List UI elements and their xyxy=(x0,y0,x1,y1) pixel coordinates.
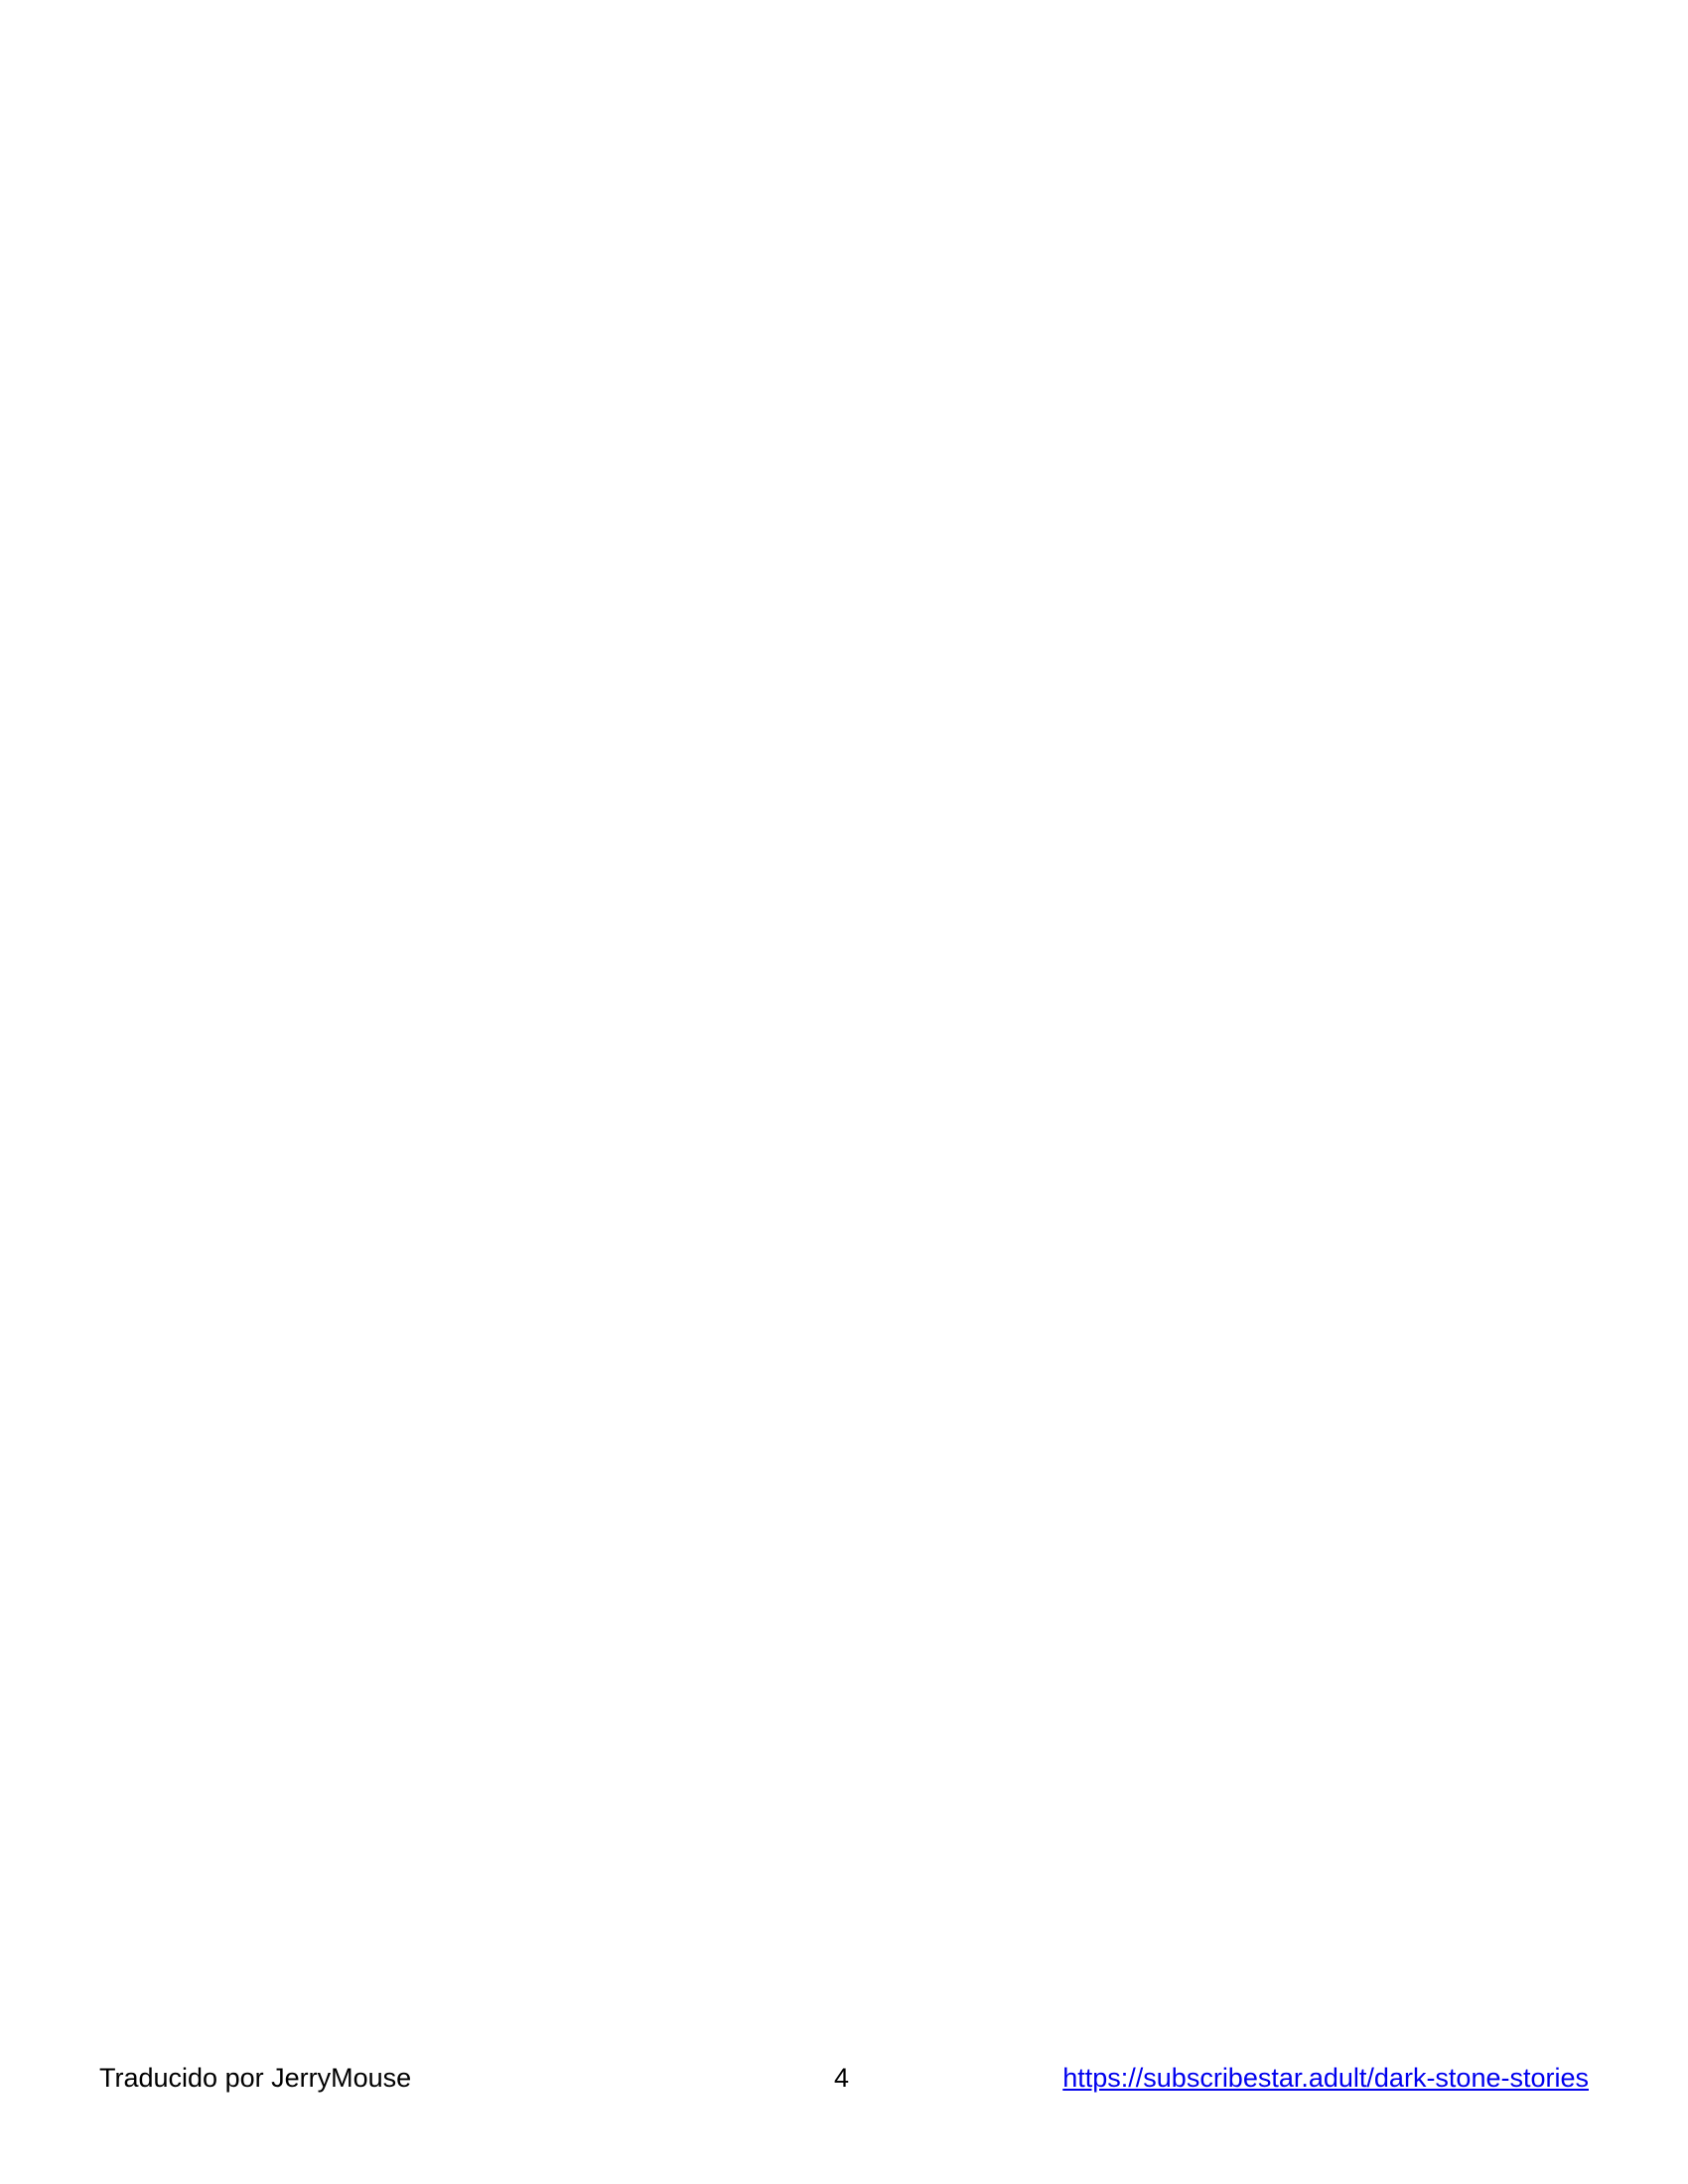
paragraph xyxy=(99,94,1589,131)
document-body xyxy=(99,94,1589,452)
paragraph xyxy=(99,228,1589,265)
section-gap xyxy=(99,139,1589,228)
page-number: 4 xyxy=(834,2063,850,2093)
translator-credit: Traducido por JerryMouse xyxy=(99,2063,412,2093)
subscribestar-link[interactable]: https://subscribestar.adult/dark-stone-stories xyxy=(1062,2063,1589,2093)
paragraph xyxy=(99,318,1589,354)
paragraph xyxy=(99,273,1589,310)
paragraph xyxy=(99,407,1589,444)
paragraph xyxy=(99,362,1589,399)
